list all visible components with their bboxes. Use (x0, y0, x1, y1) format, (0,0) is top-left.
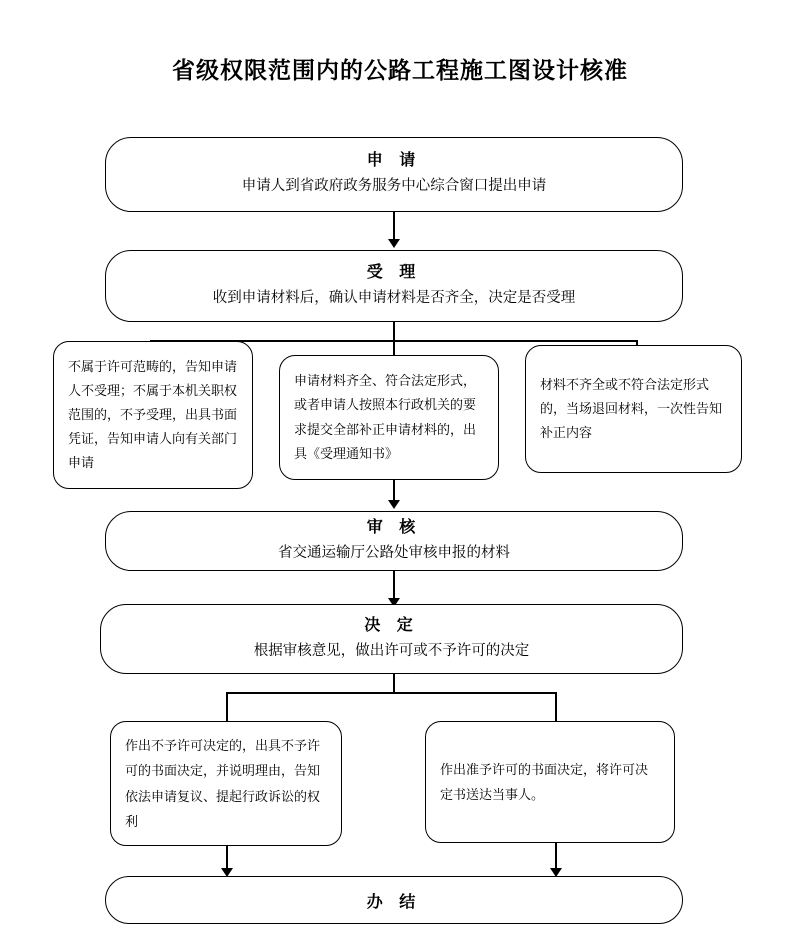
node-accept (105, 250, 683, 322)
node-apply-body: 申请人到省政府政务服务中心综合窗口提出申请 (241, 178, 547, 195)
connector-resultright-end (555, 843, 557, 871)
node-decide-body: 根据审核意见，做出许可或不予许可的决定 (253, 642, 530, 659)
connector-decide-down (393, 674, 395, 692)
connector-accept-down (393, 322, 395, 340)
node-branch-mid (279, 355, 499, 480)
node-branch-right (525, 345, 742, 473)
node-apply-header: 申 请 (366, 152, 422, 170)
node-end (105, 876, 683, 924)
node-decide-header: 决 定 (364, 616, 419, 634)
node-review-body: 省交通运输厅公路处审核申报的材料 (278, 544, 510, 561)
node-result-right-body: 作出准予许可的书面决定，将许可决定书送达当事人。 (440, 761, 649, 802)
arrow-apply-accept (388, 239, 400, 248)
node-branch-left-body: 不属于许可范畴的，告知申请人不受理；不属于本机关职权范围的，不予受理，出具书面凭证，告知申请人向有关部门申请 (68, 358, 238, 471)
page-title: 省级权限范围内的公路工程施工图设计核准 (172, 57, 628, 83)
connector-decide-split (226, 692, 556, 694)
node-branch-left (53, 341, 253, 489)
arrow-branchmid-review (388, 500, 400, 509)
node-branch-mid-body: 申请材料齐全、符合法定形式，或者申请人按照本行政机关的要求提交全部补正申请材料的，出具《受理通知书》 (294, 373, 477, 461)
node-result-left-body: 作出不予许可决定的，出具不予许可的书面决定，并说明理由，告知依法申请复议、提起行政诉讼的权利 (125, 737, 321, 829)
node-review-header: 审 核 (366, 518, 422, 536)
node-result-left (110, 721, 342, 846)
node-decide (100, 604, 683, 674)
node-apply (105, 137, 683, 212)
connector-result-left (226, 692, 228, 721)
connector-apply-accept (393, 212, 395, 242)
node-accept-header: 受 理 (366, 263, 422, 281)
node-review (105, 511, 683, 571)
node-result-right (425, 721, 675, 843)
node-branch-right-body: 材料不齐全或不符合法定形式的，当场退回材料，一次性告知补正内容 (540, 376, 723, 441)
connector-result-right (555, 692, 557, 721)
node-end-header: 办 结 (366, 893, 422, 911)
node-accept-body: 收到申请材料后，确认申请材料是否齐全，决定是否受理 (212, 289, 576, 306)
